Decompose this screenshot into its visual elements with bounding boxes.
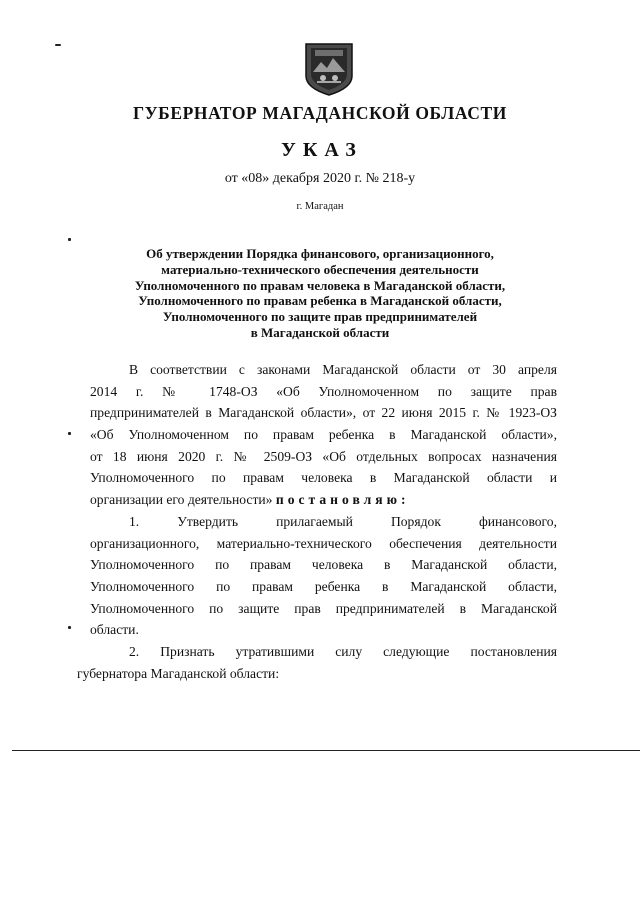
item-1-line: Уполномоченного по правам ребенка в Магаданской области, xyxy=(90,578,557,594)
item-1-line: Уполномоченного по правам человека в Магаданской области, xyxy=(90,557,557,573)
document-type: УКАЗ xyxy=(281,139,363,161)
scan-speck xyxy=(68,626,71,629)
scan-speck xyxy=(68,238,71,241)
subject-line: Об утверждении Порядка финансового, организационного, xyxy=(146,246,494,261)
decree-subject xyxy=(60,246,580,341)
item-1-line: 1. Утвердить прилагаемый Порядок финансового, xyxy=(129,513,557,529)
preamble-line: предпринимателей в Магаданской области», от 22 июня 2015 г. № 1923-ОЗ xyxy=(90,405,557,421)
page-bottom-rule xyxy=(12,750,640,751)
preamble-line: «Об Уполномоченном по правам ребенка в Магаданской области», xyxy=(90,427,557,443)
subject-line: материально-технического обеспечения деятельности xyxy=(161,261,479,277)
preamble-line: В соответствии с законами Магаданской области от 30 апреля xyxy=(129,362,557,377)
date-number: от «08» декабря 2020 г. № 218-у xyxy=(224,171,416,186)
preamble-line: Уполномоченного по правам человека в Магаданской области и xyxy=(90,470,557,486)
item-1-line: организационного, материально-технического обеспечения деятельности xyxy=(90,535,557,551)
subject-line: Уполномоченного по правам человека в Магаданской области, xyxy=(134,277,506,293)
scan-speck xyxy=(68,432,71,435)
decree-body xyxy=(77,359,557,684)
governor-title: ГУБЕРНАТОР МАГАДАНСКОЙ ОБЛАСТИ xyxy=(132,103,507,123)
scan-speck xyxy=(55,44,61,46)
preamble-last-line xyxy=(90,489,557,511)
preamble-line: от 18 июня 2020 г. № 2509-ОЗ «Об отдельных вопросах назначения xyxy=(90,448,557,464)
subject-line: в Магаданской области xyxy=(250,324,390,340)
item-1-line: области. xyxy=(90,622,139,638)
city: г. Магадан xyxy=(296,201,344,212)
subject-line: Уполномоченного по правам ребенка в Магаданской области, xyxy=(138,293,502,309)
item-1-line: Уполномоченного по защите прав предпринимателей в Магаданской xyxy=(90,600,557,616)
coat-of-arms-emblem xyxy=(303,42,355,96)
decree-colon: : xyxy=(401,492,406,508)
item-2-line: 2. Признать утратившими силу следующие постановления xyxy=(129,643,557,659)
preamble-line: организации его деятельности» xyxy=(90,492,273,508)
subject-line: Уполномоченного по защите прав предпринимателей xyxy=(162,309,478,325)
decree-word: постановляю xyxy=(275,492,401,508)
preamble-line: 2014 г. № 1748-ОЗ «Об Уполномоченном по защите прав xyxy=(90,383,557,399)
item-2-line: губернатора Магаданской области: xyxy=(77,665,280,681)
